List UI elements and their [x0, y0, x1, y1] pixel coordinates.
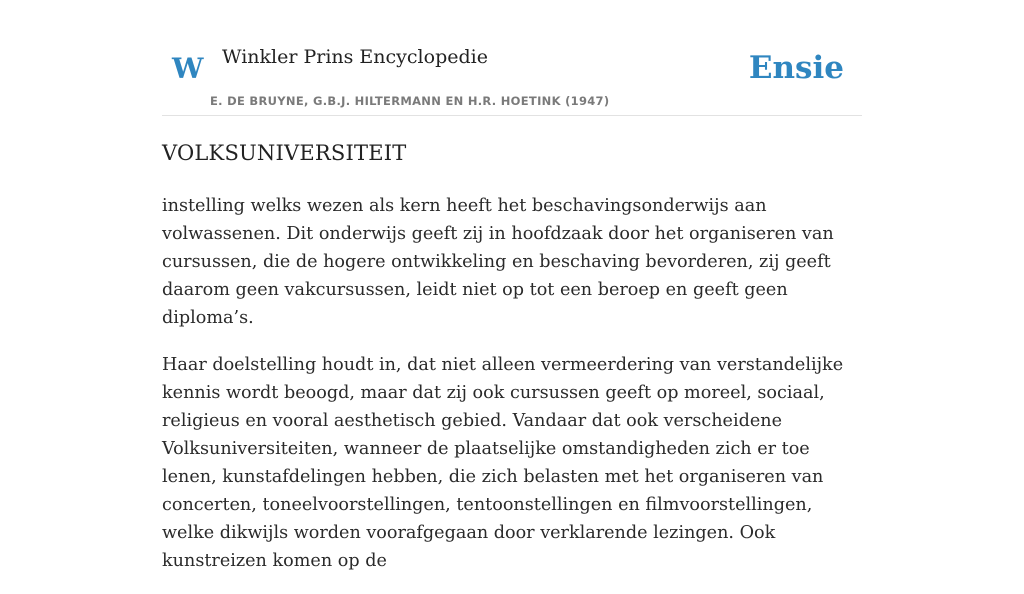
header	[162, 40, 862, 116]
encyclopedia-logo[interactable]: W	[172, 52, 204, 85]
article-paragraph: Haar doelstelling houdt in, dat niet alleen vermeerdering van verstandelijke kennis wordt beoogd, maar dat zij ook cursussen geeft op moreel, sociaal, religieus en vooral aesthetisch gebied. Vandaar dat ook verscheidene Volksuniversiteiten, wanneer de plaatselijke omstandigheden zich er toe lenen, kunstafdelingen hebben, die zich belasten met het organiseren van concerten, toneelvoorstellingen, tentoonstellingen en filmvoorstellingen, welke dikwijls worden voorafgegaan door verklarende lezingen. Ook kunstreizen komen op de	[162, 355, 844, 571]
article-paragraph: instelling welks wezen als kern heeft het beschavingsonderwijs aan volwassenen. Dit onderwijs geeft zij in hoofdzaak door het organiseren van cursussen, die de hogere ontwikkeling en beschaving bevorderen, zij geeft daarom geen vakcursussen, leidt niet op tot een beroep en geeft geen diploma’s.	[162, 196, 834, 328]
book-title[interactable]: Winkler Prins Encyclopedie	[222, 46, 488, 68]
ensie-logo-link[interactable]: Ensie	[748, 50, 844, 86]
book-authors: E. DE BRUYNE, G.B.J. HILTERMANN EN H.R. HOETINK (1947)	[210, 94, 610, 108]
article-title: VOLKSUNIVERSITEIT	[162, 141, 407, 165]
article-body	[162, 192, 867, 594]
